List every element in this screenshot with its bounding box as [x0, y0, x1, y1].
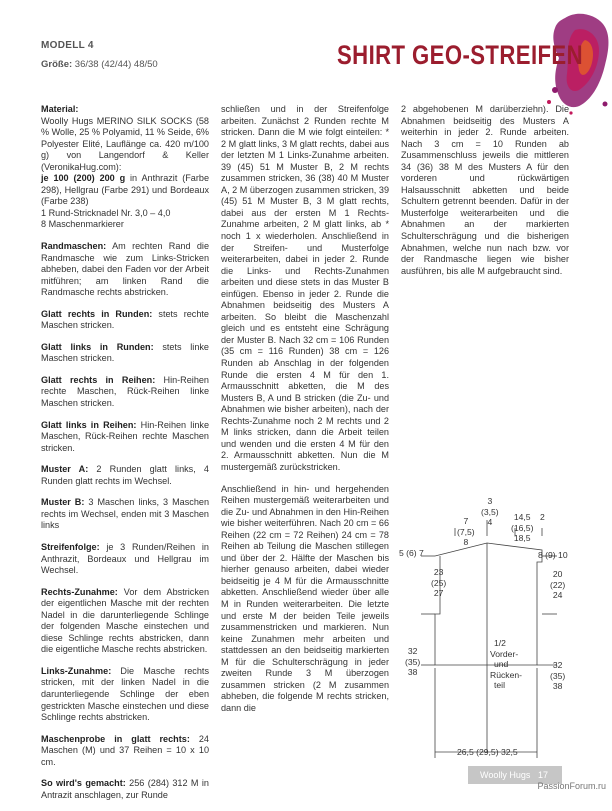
- dim-right-armhole-height: 20 (22) 24: [550, 569, 566, 600]
- material-text: Woolly Hugs MERINO SILK SOCKS (58 % Wolle, 25 % Polyamid, 11 % Seide, 6% Polyester Elité, Lauflänge ca. 420 m/100 g) von Langendorf & Keller (VeronikaHug.com):: [41, 115, 209, 172]
- glatt-rechts-runden-text: stets rechte Maschen stricken.: [41, 308, 209, 331]
- dim-neck: 3 (3,5) 4: [481, 496, 499, 527]
- instructions-paragraph: schließen und in der Streifenfolge arbeiten. Zunächst 2 Runden rechte M stricken. Dann die M wie folgt einteilen: * 2 M glatt links, 3 M glatt rechts, dabei aus der letzten M 1 Links-Zunahme arbeiten. 39 (45) 51 M Muster B, 2 M rechts zusammen stricken, 36 (38) 40 M Muster A, 2 M überzogen zusammen stricken, 39 (45) 51 M Muster B, 3 M glatt rechts, dabei aus der ersten M 1 Rechts-Zunahme arbeiten, 2 M glatt links, ab * noch 1 x wiederholen. Anschließend in der Streifen- und Musterfolge weiterarbeiten, dabei in jeder 2. Runde die Links- und Rechts-Zunahmen arbeiten und diese stets in das Muster B einfügen. Ebenso in jeder 2. Runde die Abnahmen beidseitig des Musters A arbeiten. So bleibt die Maschenzahl gleich und es entsteht eine Schrägung der Muster B. Nach 32 cm = 106 Runden (35 cm = 116 Runden) 38 cm = 126 Runden ab Anschlag in der folgenden Runde die ersten 4 M für den 1. Armausschnitt abketten, die M des Musters B, A und B stricken (die Zu- und Abnahmen wie bisher arbeiten), nach der Rechts-Zunahme noch 2 M rechts und 2 M links stricken, dann die Arbeit teilen und wenden und die ersten 4 M für den 2. Armausschnitt abketten. Nun die M mustergemäß zurückstricken.: [221, 104, 389, 472]
- glatt-rechts-reihen-label: Glatt rechts in Reihen:: [41, 374, 156, 385]
- glatt-links-reihen-label: Glatt links in Reihen:: [41, 419, 137, 430]
- sizes-line: [41, 59, 158, 70]
- dim-bottom-width: 26,5 (29,5) 32,5: [457, 747, 518, 757]
- rechts-zunahme-label: Rechts-Zunahme:: [41, 586, 118, 597]
- instructions-column-2: [221, 104, 389, 724]
- glatt-links-runden-label: Glatt links in Runden:: [41, 341, 154, 352]
- dim-right-top: 2: [540, 512, 545, 522]
- maschenprobe-label: Maschenprobe in glatt rechts:: [41, 733, 190, 744]
- muster-b-label: Muster B:: [41, 497, 85, 508]
- so-wirds-label: So wird's gemacht:: [41, 778, 126, 789]
- randmaschen-label: Randmaschen:: [41, 241, 107, 252]
- footer-brand: Woolly Hugs: [480, 770, 531, 780]
- links-zunahme-label: Links-Zunahme:: [41, 665, 112, 676]
- randmaschen-text: Am rechten Rand die Randmasche wie zum Links-Stricken abheben, dabei den Faden vor der Arbeit mitführen; am linken Rand die Randmasche rechts abstricken.: [41, 241, 209, 298]
- needles-text: 1 Rund-Stricknadel Nr. 3,0 – 4,0: [41, 207, 171, 218]
- model-number: MODELL 4: [41, 40, 94, 51]
- page-number: 17: [538, 770, 549, 780]
- glatt-rechts-reihen-text: Hin-Reihen rechte Maschen, Rück-Reihen linke Maschen stricken.: [41, 374, 209, 409]
- dim-left-body-height: 32 (35) 38: [405, 646, 421, 677]
- amount-label: je 100 (200) 200 g: [41, 173, 126, 184]
- dim-right-body-height: 32 (35) 38: [550, 660, 566, 691]
- material-label: Material:: [41, 104, 79, 114]
- dim-left-armhole-height: 23 (25) 27: [431, 567, 447, 598]
- dim-right-armhole-width: 8 (9) 10: [538, 550, 568, 560]
- streifenfolge-label: Streifenfolge:: [41, 541, 100, 552]
- links-zunahme-text: Die Masche rechts stricken, mit der linken Nadel in die darunterliegende Schlinge der eben gestrickten Masche einstechen und diese Schlinge rechts abstricken.: [41, 665, 209, 723]
- instructions-paragraph: 2 abgehobenen M darüberziehn). Die Abnahmen beidseitig des Musters A weiterhin in jeder 2. Runde arbeiten. Nach 3 cm = 10 Runden ab Zusammenschluss jeweils die mittleren 34 (36) 38 M des Musters A für den vorderen und rückwärtigen Halsausschnitt abketten und beide Schultern getrennt beenden. Dafür in der Musterfolge weiterarbeiten und die Abnahmen an der markierten Schulterschrägung und die bisherigen Abnahmen, welche nun nach bzw. vor der Randmasche liegen wie bisher ausführen, bis alle M aufgebraucht sind.: [401, 104, 569, 276]
- instructions-paragraph: Anschließend in hin- und hergehenden Reihen mustergemäß weiterarbeiten und die Zu- und Abnahmen in den Hin-Reihen wie bisher weiterführen. Nach 20 cm = 66 Reihen (22 cm = 72 Reihen) 24 cm = 78 Reihen ab Teilung die Maschen stillegen und über der 2. Hälfte der Maschen bis hierher genauso arbeiten, dabei wieder beidseitig je 4 M für die Armausschnitte abketten. Anschließend wieder über alle M in Runden weiterarbeiten. Die letzte und erste M der beiden Teile jeweils zusammenstricken und markieren. Nun keine Zunahmen mehr arbeiten und stattdessen an den beidseitig markierten M für die Schulterschrägung in jeder zweiten Runde 3 M überzogen zusammen stricken (2 M zusammen abheben, die folgende M rechts stricken, dann die: [221, 483, 389, 713]
- amount-text: in Anthrazit (Farbe 298), Hellgrau (Farbe 291) und Bordeaux (Farbe 238): [41, 173, 210, 207]
- dim-left-shoulder: 7 (7,5) 8: [457, 516, 475, 547]
- dim-right-shoulder: 14,5 (16,5) 18,5: [511, 512, 534, 543]
- markers-text: 8 Maschenmarkierer: [41, 219, 124, 230]
- so-wirds-text: 256 (284) 312 M in Antrazit anschlagen, zur Runde: [41, 778, 209, 800]
- muster-a-label: Muster A:: [41, 464, 89, 475]
- watermark-text: PassionForum.ru: [537, 781, 606, 791]
- muster-a-text: 2 Runden glatt links, 4 Runden glatt rechts im Wechsel.: [41, 464, 209, 486]
- instructions-column-3: [401, 104, 569, 287]
- sizes-value: 36/38 (42/44) 48/50: [74, 59, 158, 70]
- dim-left-armhole-width: 5 (6) 7: [399, 548, 424, 558]
- maschenprobe-text: 24 Maschen (M) und 37 Reihen = 10 x 10 cm.: [41, 733, 209, 767]
- glatt-links-reihen-text: Hin-Reihen linke Maschen, Rück-Reihen rechte Maschen stricken.: [41, 419, 210, 453]
- glatt-rechts-runden-label: Glatt rechts in Runden:: [41, 308, 153, 319]
- sizes-label: Größe:: [41, 59, 73, 70]
- muster-b-text: 3 Maschen links, 3 Maschen rechts im Wechsel, enden mit 3 Maschen links: [41, 497, 210, 531]
- garment-schematic: [395, 490, 585, 770]
- dim-center-label: 1/2 Vorder- und Rücken- teil: [490, 638, 522, 690]
- streifenfolge-text: je 3 Runden/Reihen in Anthrazit, Bordeaux und Hellgrau im Wechsel.: [41, 541, 209, 576]
- instructions-column-1: [41, 104, 209, 811]
- rechts-zunahme-text: Vor dem Abstricken der eigentlichen Masche mit der rechten Nadel in die darunterliegende Schlinge der folgenden Masche einstechen und diese Schlinge rechts abstricken, dann die eigentliche Masche rechts abstricken.: [41, 586, 209, 655]
- schematic-lines: [395, 490, 585, 770]
- page-title: SHIRT GEO-STREIFEN: [337, 40, 584, 70]
- glatt-links-runden-text: stets linke Maschen stricken.: [41, 341, 209, 364]
